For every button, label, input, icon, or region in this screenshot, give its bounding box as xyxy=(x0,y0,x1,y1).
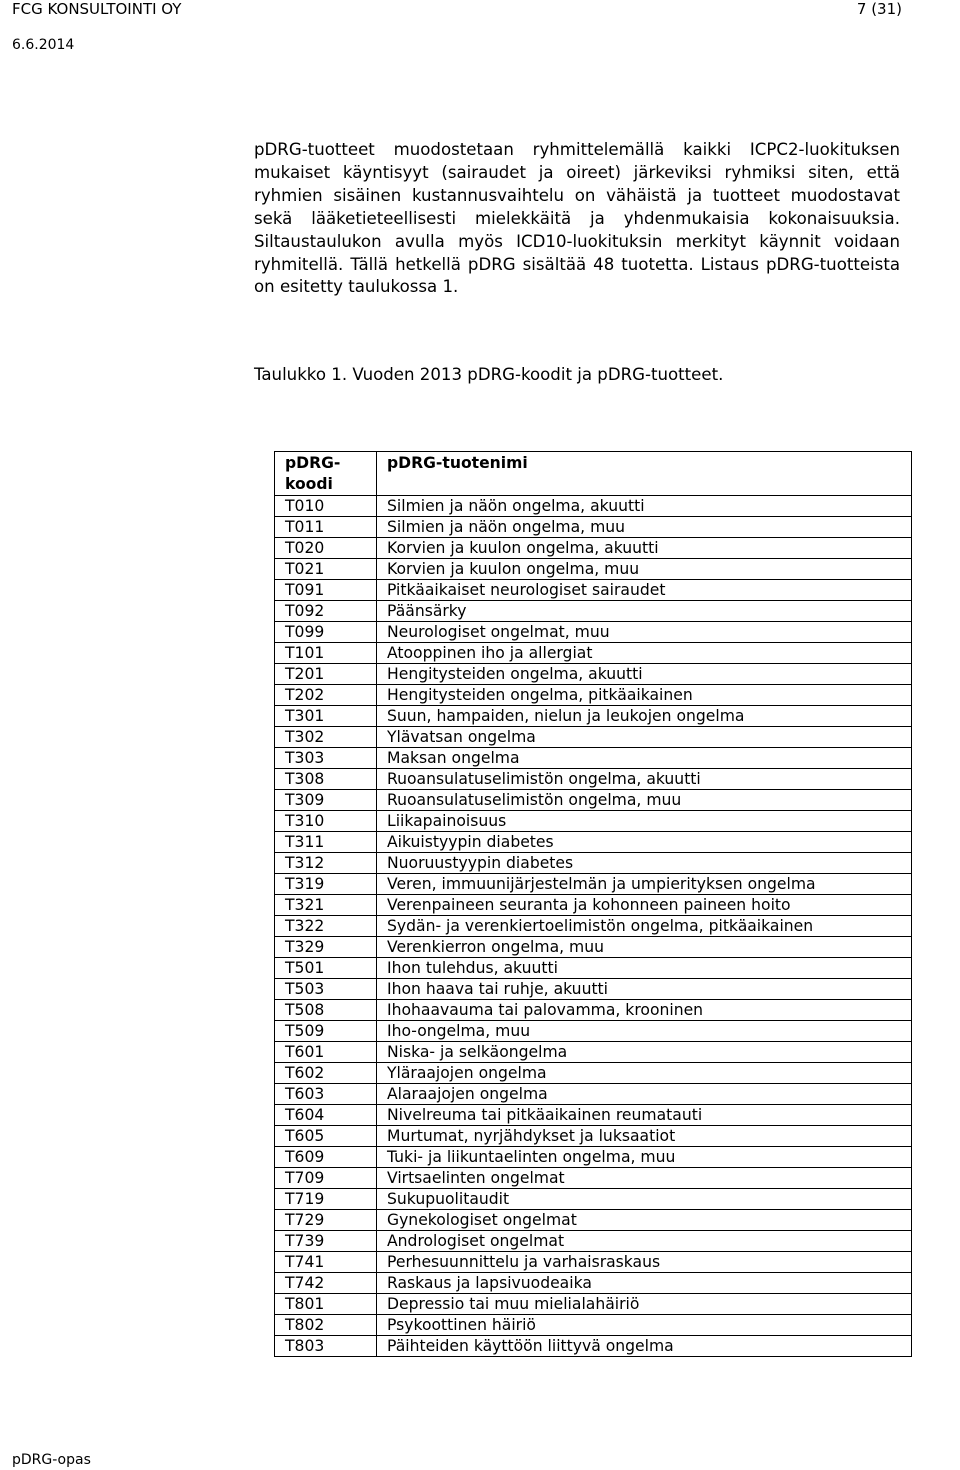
code-cell: T201 xyxy=(275,664,377,685)
page-number: 7 (31) xyxy=(856,0,902,18)
code-cell: T091 xyxy=(275,580,377,601)
product-name-cell: Ihon haava tai ruhje, akuutti xyxy=(377,979,912,1000)
code-cell: T801 xyxy=(275,1294,377,1315)
code-cell: T319 xyxy=(275,874,377,895)
product-name-cell: Raskaus ja lapsivuodeaika xyxy=(377,1273,912,1294)
table-row xyxy=(275,1126,912,1147)
product-name-cell: Veren, immuunijärjestelmän ja umpierityksen ongelma xyxy=(377,874,912,895)
code-cell: T308 xyxy=(275,769,377,790)
product-name-cell: Liikapainoisuus xyxy=(377,811,912,832)
table-row xyxy=(275,1294,912,1315)
code-cell: T508 xyxy=(275,1000,377,1021)
header-name: pDRG-tuotenimi xyxy=(377,452,912,496)
table-row xyxy=(275,958,912,979)
table-row xyxy=(275,1168,912,1189)
table-body xyxy=(275,496,912,1357)
company-name: FCG KONSULTOINTI OY xyxy=(12,0,182,18)
product-name-cell: Yläraajojen ongelma xyxy=(377,1063,912,1084)
code-cell: T802 xyxy=(275,1315,377,1336)
code-cell: T739 xyxy=(275,1231,377,1252)
table-row xyxy=(275,496,912,517)
product-name-cell: Ylävatsan ongelma xyxy=(377,727,912,748)
code-cell: T092 xyxy=(275,601,377,622)
code-cell: T742 xyxy=(275,1273,377,1294)
code-cell: T309 xyxy=(275,790,377,811)
table-row xyxy=(275,1063,912,1084)
table-row xyxy=(275,1042,912,1063)
table-row xyxy=(275,1021,912,1042)
table-row xyxy=(275,601,912,622)
code-cell: T310 xyxy=(275,811,377,832)
table-row xyxy=(275,895,912,916)
table-row xyxy=(275,1231,912,1252)
product-name-cell: Gynekologiset ongelmat xyxy=(377,1210,912,1231)
footer-text: pDRG-opas xyxy=(12,1452,91,1468)
code-cell: T301 xyxy=(275,706,377,727)
product-name-cell: Andrologiset ongelmat xyxy=(377,1231,912,1252)
code-cell: T602 xyxy=(275,1063,377,1084)
table-row xyxy=(275,853,912,874)
table-row xyxy=(275,727,912,748)
product-name-cell: Aikuistyypin diabetes xyxy=(377,832,912,853)
code-cell: T803 xyxy=(275,1336,377,1357)
product-name-cell: Silmien ja näön ongelma, akuutti xyxy=(377,496,912,517)
table-row xyxy=(275,937,912,958)
code-cell: T302 xyxy=(275,727,377,748)
code-cell: T101 xyxy=(275,643,377,664)
table-row xyxy=(275,769,912,790)
code-cell: T609 xyxy=(275,1147,377,1168)
table-row xyxy=(275,832,912,853)
table-row xyxy=(275,1273,912,1294)
product-name-cell: Niska- ja selkäongelma xyxy=(377,1042,912,1063)
product-name-cell: Depressio tai muu mielialahäiriö xyxy=(377,1294,912,1315)
table-row xyxy=(275,790,912,811)
table-row xyxy=(275,748,912,769)
code-cell: T010 xyxy=(275,496,377,517)
table-row xyxy=(275,874,912,895)
product-name-cell: Korvien ja kuulon ongelma, muu xyxy=(377,559,912,580)
product-name-cell: Korvien ja kuulon ongelma, akuutti xyxy=(377,538,912,559)
table-row xyxy=(275,1105,912,1126)
product-name-cell: Neurologiset ongelmat, muu xyxy=(377,622,912,643)
code-cell: T021 xyxy=(275,559,377,580)
table-header-row xyxy=(275,452,912,496)
code-cell: T729 xyxy=(275,1210,377,1231)
table-row xyxy=(275,916,912,937)
table-row xyxy=(275,1315,912,1336)
product-name-cell: Suun, hampaiden, nielun ja leukojen ongelma xyxy=(377,706,912,727)
table-row xyxy=(275,1000,912,1021)
product-name-cell: Verenkierron ongelma, muu xyxy=(377,937,912,958)
product-name-cell: Murtumat, nyrjähdykset ja luksaatiot xyxy=(377,1126,912,1147)
table-row xyxy=(275,811,912,832)
product-name-cell: Ihohaavauma tai palovamma, krooninen xyxy=(377,1000,912,1021)
table-row xyxy=(275,643,912,664)
code-cell: T709 xyxy=(275,1168,377,1189)
product-name-cell: Sukupuolitaudit xyxy=(377,1189,912,1210)
code-cell: T501 xyxy=(275,958,377,979)
product-name-cell: Päänsärky xyxy=(377,601,912,622)
product-name-cell: Hengitysteiden ongelma, akuutti xyxy=(377,664,912,685)
code-cell: T020 xyxy=(275,538,377,559)
body-paragraph: pDRG-tuotteet muodostetaan ryhmittelemällä kaikki ICPC2-luokituksen mukaiset käyntisyyt (sairaudet ja oireet) järkeviksi ryhmiksi siten, että ryhmien sisäinen kustannusvaihtelu on vähäistä ja tuotteet muodostavat sekä lääketieteellisesti mielekkäitä ja yhdenmukaisia kokonaisuuksia. Siltaustaulukon avulla myös ICD10-luokituksin merkityt käynnit voidaan ryhmitellä. Tällä hetkellä pDRG sisältää 48 tuotetta. Listaus pDRG-tuotteista on esitetty taulukossa 1. xyxy=(254,140,900,297)
table-row xyxy=(275,979,912,1000)
table-row xyxy=(275,517,912,538)
table-row xyxy=(275,559,912,580)
product-name-cell: Nivelreuma tai pitkäaikainen reumatauti xyxy=(377,1105,912,1126)
code-cell: T605 xyxy=(275,1126,377,1147)
table-row xyxy=(275,685,912,706)
product-name-cell: Pitkäaikaiset neurologiset sairaudet xyxy=(377,580,912,601)
product-name-cell: Verenpaineen seuranta ja kohonneen paineen hoito xyxy=(377,895,912,916)
table-row xyxy=(275,664,912,685)
header-code: pDRG-koodi xyxy=(275,452,377,496)
code-cell: T202 xyxy=(275,685,377,706)
code-cell: T719 xyxy=(275,1189,377,1210)
document-date: 6.6.2014 xyxy=(12,37,75,53)
code-cell: T509 xyxy=(275,1021,377,1042)
code-cell: T011 xyxy=(275,517,377,538)
product-name-cell: Tuki- ja liikuntaelinten ongelma, muu xyxy=(377,1147,912,1168)
table-row xyxy=(275,622,912,643)
product-name-cell: Hengitysteiden ongelma, pitkäaikainen xyxy=(377,685,912,706)
product-name-cell: Maksan ongelma xyxy=(377,748,912,769)
code-cell: T311 xyxy=(275,832,377,853)
table-row xyxy=(275,1084,912,1105)
code-cell: T601 xyxy=(275,1042,377,1063)
table-caption: Taulukko 1. Vuoden 2013 pDRG-koodit ja pDRG-tuotteet. xyxy=(254,365,724,384)
product-name-cell: Virtsaelinten ongelmat xyxy=(377,1168,912,1189)
code-cell: T604 xyxy=(275,1105,377,1126)
table-row xyxy=(275,1147,912,1168)
product-name-cell: Ihon tulehdus, akuutti xyxy=(377,958,912,979)
table-row xyxy=(275,1252,912,1273)
code-cell: T321 xyxy=(275,895,377,916)
table-row xyxy=(275,1189,912,1210)
table-row xyxy=(275,1336,912,1357)
table-row xyxy=(275,580,912,601)
code-cell: T312 xyxy=(275,853,377,874)
code-cell: T099 xyxy=(275,622,377,643)
code-cell: T322 xyxy=(275,916,377,937)
product-name-cell: Alaraajojen ongelma xyxy=(377,1084,912,1105)
code-cell: T503 xyxy=(275,979,377,1000)
product-name-cell: Ruoansulatuselimistön ongelma, muu xyxy=(377,790,912,811)
code-cell: T303 xyxy=(275,748,377,769)
code-cell: T603 xyxy=(275,1084,377,1105)
pdrg-table xyxy=(274,451,912,1357)
product-name-cell: Psykoottinen häiriö xyxy=(377,1315,912,1336)
product-name-cell: Sydän- ja verenkiertoelimistön ongelma, pitkäaikainen xyxy=(377,916,912,937)
code-cell: T741 xyxy=(275,1252,377,1273)
product-name-cell: Iho-ongelma, muu xyxy=(377,1021,912,1042)
table-row xyxy=(275,538,912,559)
product-name-cell: Atooppinen iho ja allergiat xyxy=(377,643,912,664)
code-cell: T329 xyxy=(275,937,377,958)
product-name-cell: Nuoruustyypin diabetes xyxy=(377,853,912,874)
table-row xyxy=(275,706,912,727)
product-name-cell: Ruoansulatuselimistön ongelma, akuutti xyxy=(377,769,912,790)
product-name-cell: Silmien ja näön ongelma, muu xyxy=(377,517,912,538)
product-name-cell: Päihteiden käyttöön liittyvä ongelma xyxy=(377,1336,912,1357)
product-name-cell: Perhesuunnittelu ja varhaisraskaus xyxy=(377,1252,912,1273)
table-row xyxy=(275,1210,912,1231)
